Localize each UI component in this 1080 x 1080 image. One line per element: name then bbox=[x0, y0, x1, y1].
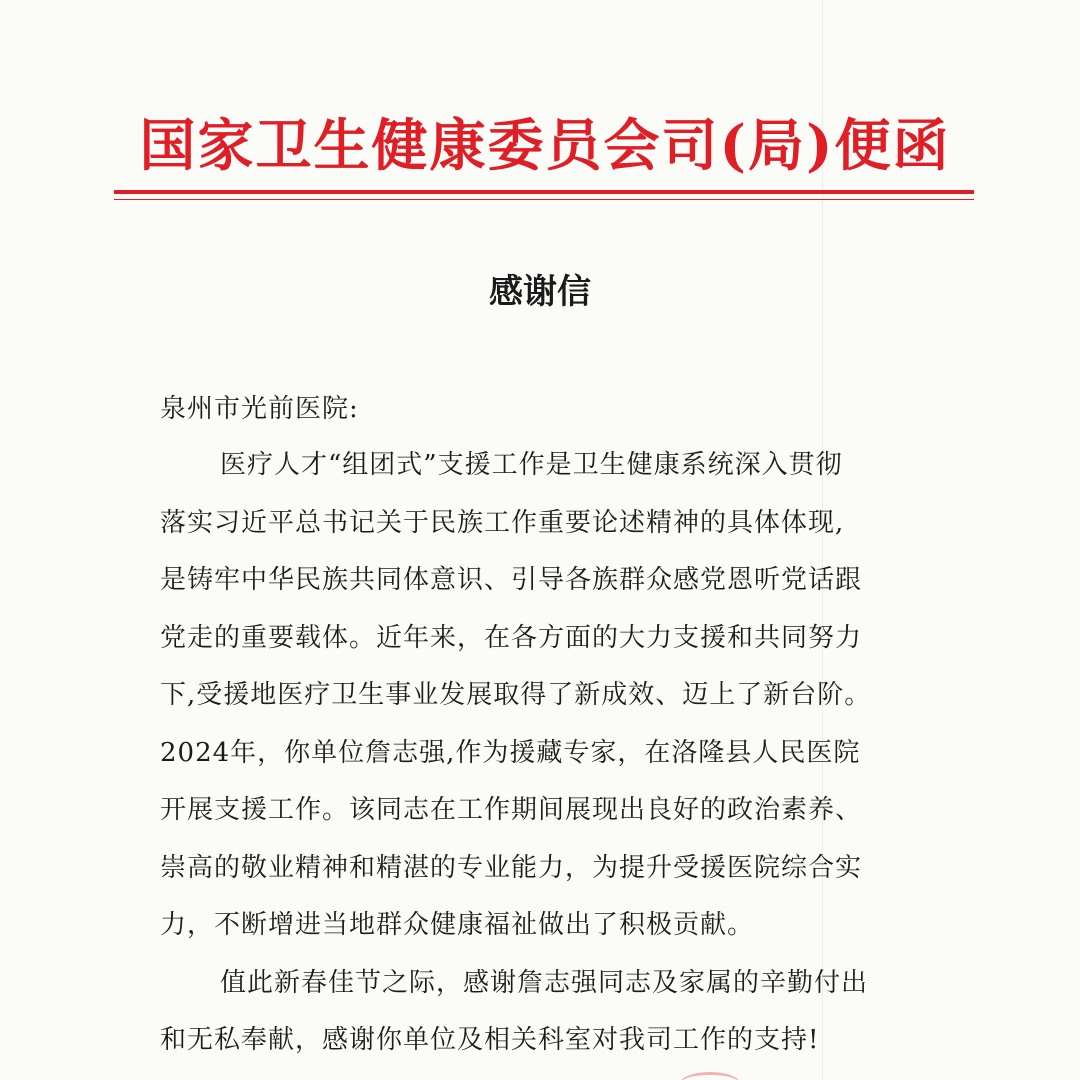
body-line: 崇高的敬业精神和精湛的专业能力，为提升受援医院综合实 bbox=[160, 852, 863, 883]
body-paragraph-1 bbox=[160, 437, 920, 955]
letter-title: 感谢信 bbox=[489, 272, 591, 312]
letter-body bbox=[160, 437, 920, 1070]
body-line: 下,受援地医疗卫生事业发展取得了新成效、迈上了新台阶。 bbox=[160, 680, 872, 710]
letterhead-title: 国家卫生健康委员会司(局)便函 bbox=[139, 113, 951, 179]
official-seal-fragment bbox=[680, 1072, 740, 1080]
salutation: 泉州市光前医院: bbox=[160, 394, 359, 424]
body-line: 是铸牢中华民族共同体意识、引导各族群众感党恩听党话跟 bbox=[160, 565, 863, 595]
body-line: 值此新春佳节之际，感谢詹志强同志及家属的辛勤付出 bbox=[220, 967, 869, 998]
body-line: 2024年，你单位詹志强,作为援藏专家，在洛隆县人民医院 bbox=[160, 737, 861, 768]
body-line: 党走的重要载体。近年来，在各方面的大力支援和共同努力 bbox=[160, 622, 863, 653]
body-line: 开展支援工作。该同志在工作期间展现出良好的政治素养、 bbox=[160, 795, 863, 825]
letterhead-rule-thick bbox=[114, 190, 974, 194]
body-line: 落实习近平总书记关于民族工作重要论述精神的具体体现, bbox=[160, 507, 845, 538]
body-line: 力，不断增进当地群众健康福祉做出了积极贡献。 bbox=[160, 910, 755, 940]
letterhead-rule-thin bbox=[114, 199, 974, 200]
body-line: 和无私奉献，感谢你单位及相关科室对我司工作的支持! bbox=[160, 1025, 820, 1055]
body-paragraph-2 bbox=[160, 955, 920, 1070]
body-line: 医疗人才“组团式”支援工作是卫生健康系统深入贯彻 bbox=[220, 450, 843, 480]
